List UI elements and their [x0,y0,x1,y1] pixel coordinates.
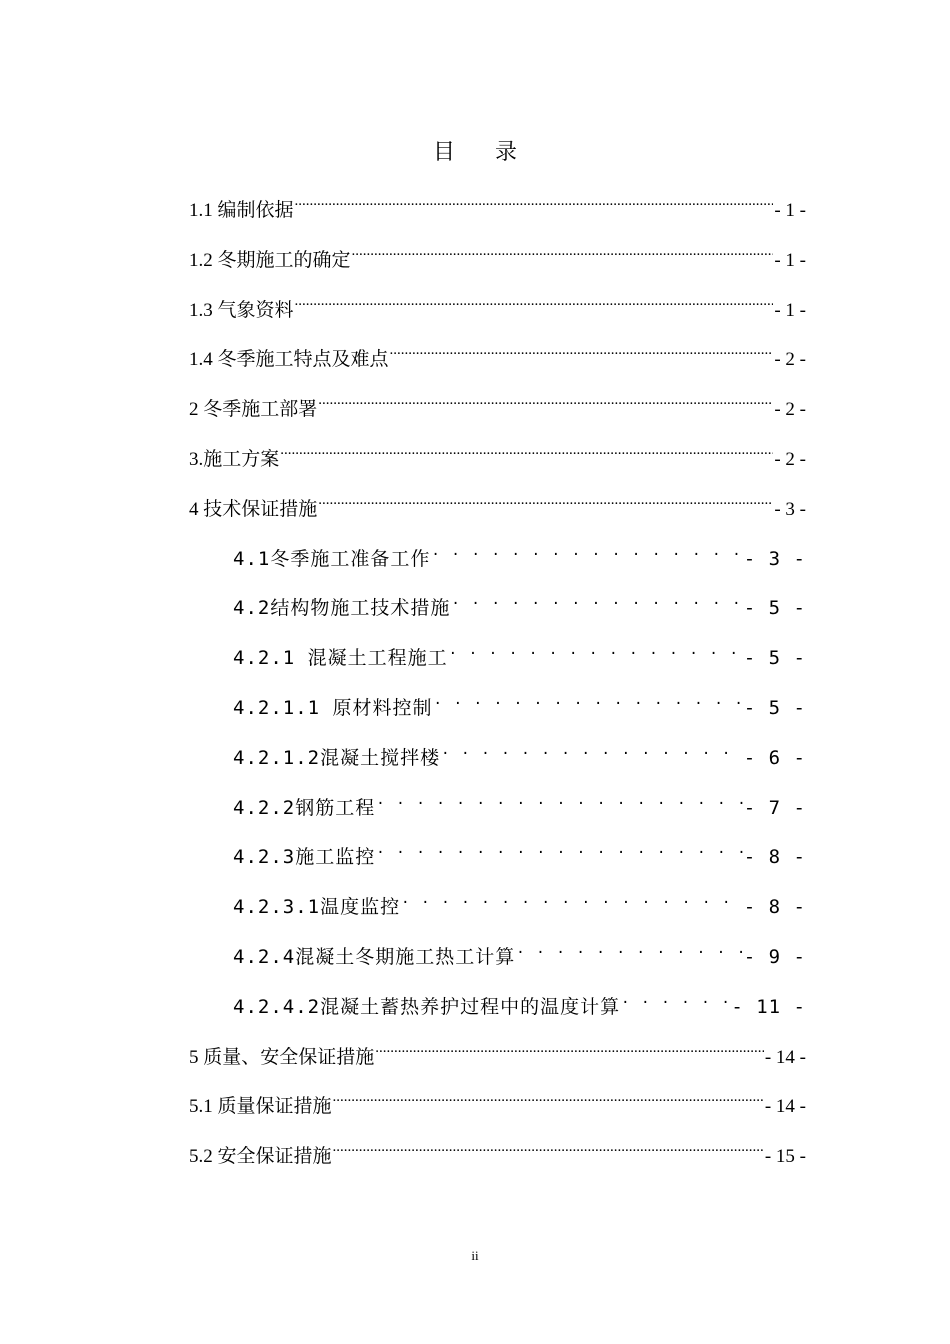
toc-entry-page-number: - 7 - [743,797,806,819]
toc-entry-page-number: - 5 - [743,697,806,719]
toc-entry[interactable] [233,734,806,769]
toc-entry-page-number: - 5 - [743,597,806,619]
toc-entry-label: 2 冬季施工部署 [189,399,318,420]
toc-entry[interactable] [233,634,806,669]
toc-dot-leader [376,833,743,863]
toc-entry-label: 4 技术保证措施 [189,499,318,520]
toc-entry[interactable] [189,286,806,321]
toc-entry-label: 1.3 气象资料 [189,300,294,321]
toc-entry-page-number: - 1 - [774,300,806,321]
toc-dot-leader [434,684,743,714]
toc-dot-leader [318,385,773,415]
toc-entry-label: 4.2.4.2混凝土蓄热养护过程中的温度计算 [233,996,621,1018]
toc-entry-page-number: - 2 - [774,399,806,420]
toc-dot-leader [449,634,743,664]
toc-entry-page-number: - 6 - [743,747,806,769]
toc-entry[interactable] [233,584,806,619]
toc-entry[interactable] [233,535,806,570]
toc-entry[interactable] [233,883,806,918]
toc-dot-leader [333,1082,764,1112]
toc-entry-label: 4.2.3.1温度监控 [233,896,401,918]
toc-dot-leader [295,286,774,316]
toc-entry[interactable] [233,933,806,968]
toc-entry-page-number: - 15 - [764,1146,806,1167]
page-number: ii [471,1248,479,1263]
toc-entry[interactable] [189,385,806,420]
toc-entry-label: 4.2.4混凝土冬期施工热工计算 [233,946,516,968]
toc-entry-label: 4.2.2钢筋工程 [233,797,376,819]
toc-entry-label: 4.2.1.2混凝土搅拌楼 [233,747,441,769]
toc-entry-page-number: - 9 - [743,946,806,968]
toc-entry[interactable] [233,983,806,1018]
toc-dot-leader [451,584,742,614]
toc-entry-page-number: - 5 - [743,647,806,669]
toc-entry-page-number: - 14 - [764,1096,806,1117]
toc-entry[interactable] [189,435,806,470]
toc-entry-page-number: - 1 - [774,250,806,271]
toc-entry[interactable] [189,236,806,271]
toc-dot-leader [390,335,774,365]
toc-entry[interactable] [233,684,806,719]
toc-entry-page-number: - 8 - [743,846,806,868]
toc-entry[interactable] [189,485,806,520]
toc-entry-page-number: - 2 - [774,349,806,370]
toc-entry-page-number: - 3 - [743,548,806,570]
toc-entry-label: 1.1 编制依据 [189,200,294,221]
toc-entry-page-number: - 3 - [774,499,806,520]
toc-dot-leader [516,933,743,963]
toc-dot-leader [318,485,773,515]
toc-entry-label: 5.2 安全保证措施 [189,1146,332,1167]
toc-entry[interactable] [233,784,806,819]
toc-dot-leader [431,535,742,565]
toc-entry-page-number: - 11 - [731,996,806,1018]
toc-dot-leader [376,784,743,814]
toc-entry[interactable] [189,1033,806,1068]
toc-dot-leader [441,734,743,764]
toc-entry-label: 1.4 冬季施工特点及难点 [189,349,389,370]
toc-entry-label: 4.2.3施工监控 [233,846,376,868]
toc-title: 目录 [432,139,557,164]
toc-dot-leader [621,983,730,1013]
toc-entry-label: 4.2.1.1 原材料控制 [233,697,433,719]
toc-entry-label: 4.1冬季施工准备工作 [233,548,431,570]
toc-entry[interactable] [189,1132,806,1167]
toc-entry-page-number: - 8 - [743,896,806,918]
toc-entry-page-number: - 2 - [774,449,806,470]
toc-entry[interactable] [189,186,806,221]
toc-entry[interactable] [233,833,806,868]
toc-entry-page-number: - 14 - [764,1047,806,1068]
toc-entry-label: 4.2.1 混凝土工程施工 [233,647,448,669]
toc-entry-page-number: - 1 - [774,200,806,221]
toc-dot-leader [352,236,774,266]
toc-entry-label: 5.1 质量保证措施 [189,1096,332,1117]
toc-entry-label: 1.2 冬期施工的确定 [189,250,351,271]
toc-entry-label: 4.2结构物施工技术措施 [233,597,451,619]
toc-entry[interactable] [189,1082,806,1117]
toc-dot-leader [295,186,774,216]
toc-entry[interactable] [189,335,806,370]
toc-dot-leader [401,883,743,913]
toc-dot-leader [333,1132,764,1162]
toc-entry-label: 5 质量、安全保证措施 [189,1047,375,1068]
toc-entry-label: 3.施工方案 [189,449,280,470]
toc-dot-leader [280,435,773,465]
toc-dot-leader [375,1033,764,1063]
